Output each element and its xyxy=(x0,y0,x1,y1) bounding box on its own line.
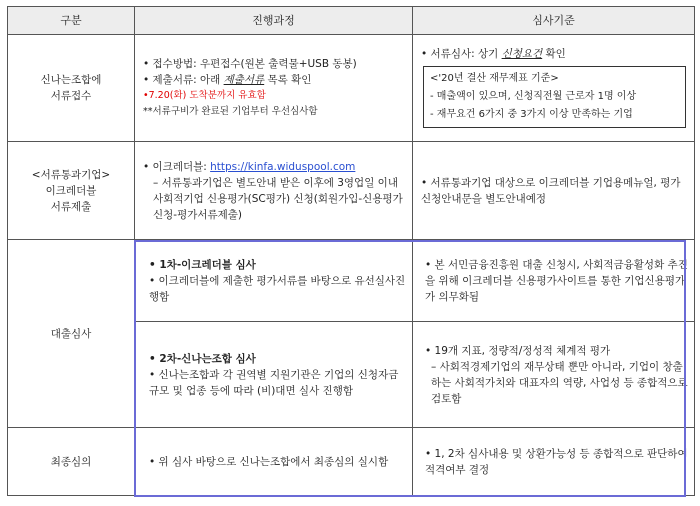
category-cell xyxy=(8,35,135,142)
step2-title: • 2차-신나는조합 심사 xyxy=(149,352,256,365)
step2-detail: • 신나는조합과 각 권역별 지원기관은 기업의 신청자금 규모 및 업종 등에 따라 (비)대면 실사 진행함 xyxy=(149,368,399,397)
final-process: • 위 심사 바탕으로 신나는조합에서 최종심의 실시함 xyxy=(149,455,389,468)
priority-note: **서류구비가 완료된 기업부터 우선심사함 xyxy=(143,106,318,117)
header-process: 진행과정 xyxy=(135,7,413,35)
category-line: 이크레더블 xyxy=(45,184,97,197)
ecredible-detail: – 서류통과기업은 별도안내 받은 이후에 3영업일 이내 사회적기업 신용평가(SC평가) 신청(회원가입-신용평가신청-평가서류제출) xyxy=(153,176,403,221)
ecredible-criteria: • 서류통과기업 대상으로 이크레더블 기업용메뉴얼, 평가신청안내문을 별도안내예정 xyxy=(421,176,681,205)
required-documents-link[interactable]: 제출서류 xyxy=(223,74,265,86)
box-line: - 재무요건 6가지 중 3가지 이상 만족하는 기업 xyxy=(430,109,633,120)
criteria-cell xyxy=(413,35,695,142)
document-review: • 서류심사: 상기 신청요건 확인 xyxy=(421,48,566,60)
header-criteria: 심사기준 xyxy=(413,7,695,35)
category-cell: 최종심의 xyxy=(8,428,135,496)
required-documents: • 제출서류: 아래 제출서류 목록 확인 xyxy=(143,74,312,86)
category-line: 서류제출 xyxy=(50,200,92,213)
row-document-submission xyxy=(8,35,695,142)
criteria-cell xyxy=(413,240,695,322)
ecredible-url-link[interactable]: https://kinfa.widuspool.com xyxy=(210,160,356,173)
step1-criteria: • 본 서민금융진흥원 대출 신청시, 사회적금융활성화 추진을 위해 이크레더블 신용평가사이트를 통한 기업신용평가가 의무화됨 xyxy=(425,258,688,303)
category-line: 서류접수 xyxy=(50,90,92,102)
final-criteria: • 1, 2차 심사내용 및 상환가능성 등 종합적으로 판단하여 적격여부 결정 xyxy=(425,447,688,476)
financial-criteria-box xyxy=(423,66,686,128)
criteria-cell xyxy=(413,428,695,496)
category-line: 신나는조합에 xyxy=(40,74,102,86)
requirements-link[interactable]: 신청요건 xyxy=(501,48,543,60)
row-final-review xyxy=(8,428,695,496)
deadline-note: •7.20(화) 도착분까지 유효함 xyxy=(143,90,266,101)
category-cell: 대출심사 xyxy=(8,240,135,428)
box-line: - 매출액이 있으며, 신청직전월 근로자 1명 이상 xyxy=(430,91,637,102)
process-cell xyxy=(135,240,413,322)
process-cell xyxy=(135,322,413,428)
process-cell xyxy=(135,35,413,142)
box-title: <'20년 결산 재무제표 기준> xyxy=(430,73,559,84)
submission-method: • 접수방법: 우편접수(원본 출력물+USB 동봉) xyxy=(143,58,357,70)
loan-process-table xyxy=(7,6,695,496)
step2-criteria-line2: – 사회적경제기업의 재무상태 뿐만 아니라, 기업이 창출하는 사회적가치와 대표자의 역량, 사업성 등 종합적으로 검토함 xyxy=(431,360,688,405)
category-cell xyxy=(8,142,135,240)
row-ecredible-submission xyxy=(8,142,695,240)
step1-title: • 1차-이크레더블 심사 xyxy=(149,258,256,271)
criteria-cell xyxy=(413,322,695,428)
header-row xyxy=(8,7,695,35)
criteria-cell xyxy=(413,142,695,240)
category-line: <서류통과기업> xyxy=(31,168,111,181)
step2-criteria-line1: • 19개 지표, 정량적/정성적 체계적 평가 xyxy=(425,344,611,357)
step1-detail: • 이크레더블에 제출한 평가서류를 바탕으로 유선실사진행함 xyxy=(149,274,406,303)
ecredible-line: • 이크레더블: https://kinfa.widuspool.com xyxy=(143,160,356,173)
process-cell xyxy=(135,428,413,496)
process-cell xyxy=(135,142,413,240)
header-category: 구분 xyxy=(8,7,135,35)
row-loan-review-step1 xyxy=(8,240,695,322)
